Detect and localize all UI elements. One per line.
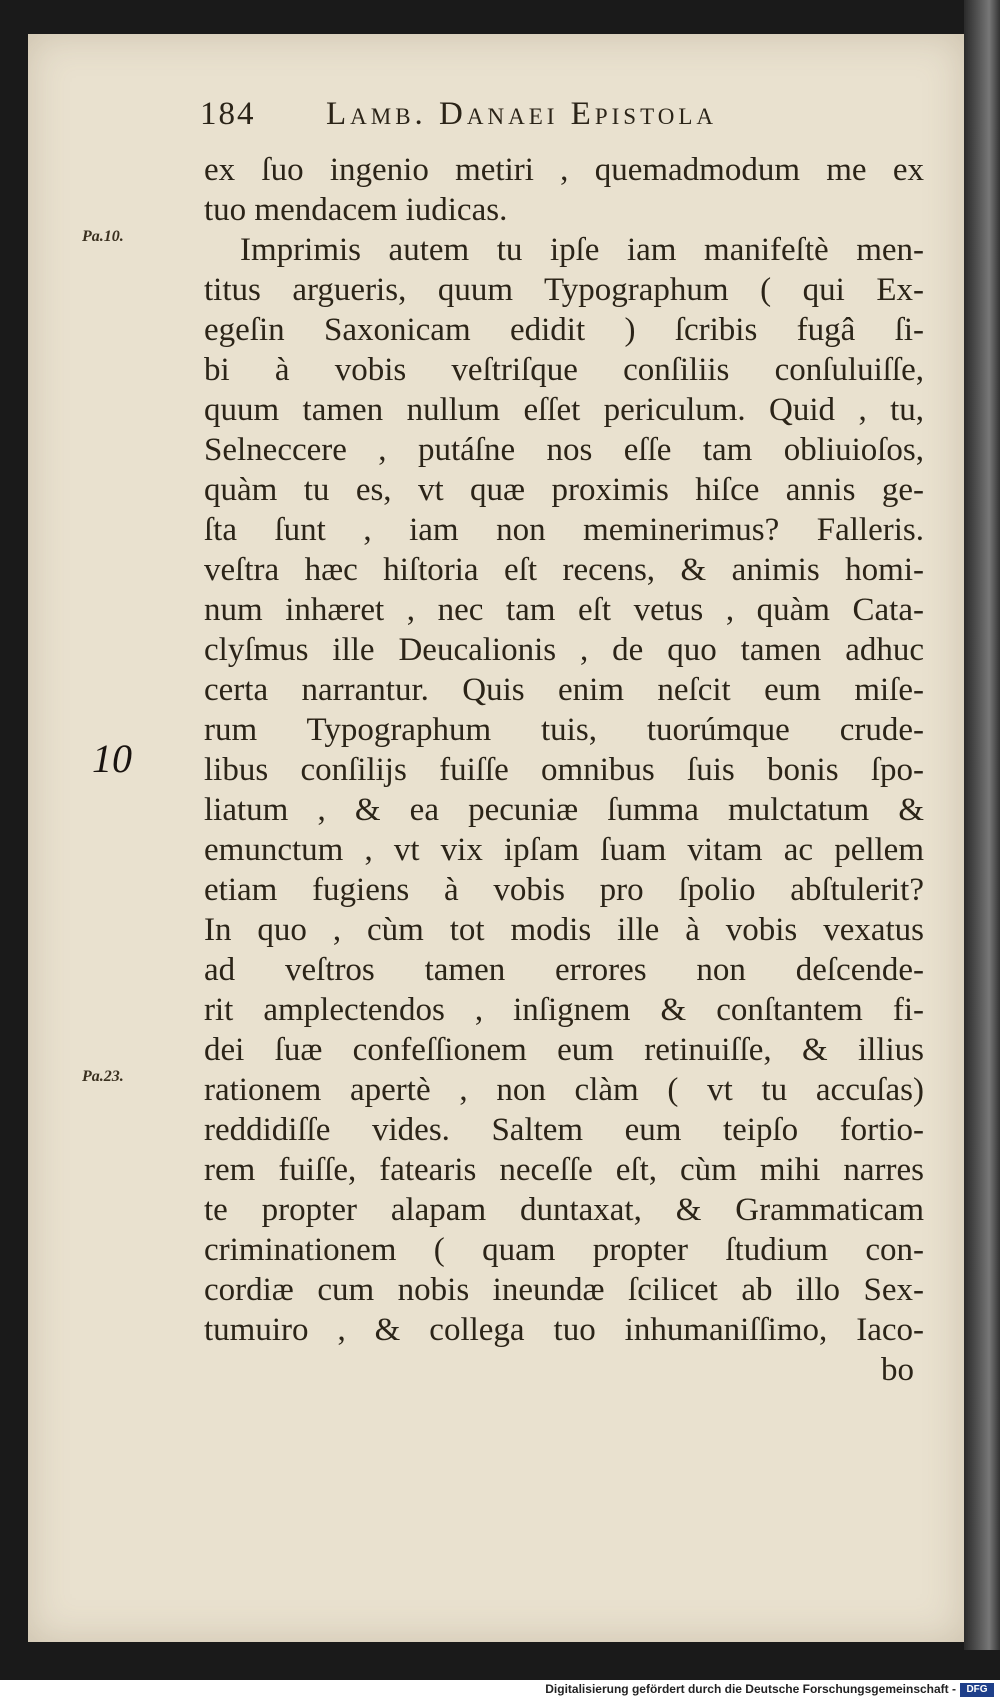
text-line: quàm tu es, vt quæ proximis hiſce annis ge-	[204, 472, 924, 508]
text-line: libus conſilijs fuiſſe omnibus ſuis bonis ſpo-	[204, 752, 924, 788]
text-line: veſtra hæc hiſtoria eſt recens, & animis homi-	[204, 552, 924, 588]
text-line: dei ſuæ confeſſionem eum retinuiſſe, & illius	[204, 1032, 924, 1068]
handwritten-mark: 10	[92, 736, 132, 781]
text-line: quum tamen nullum eſſet periculum. Quid , tu,	[204, 392, 924, 428]
text-line: rum Typographum tuis, tuorúmque crude-	[204, 712, 924, 748]
text-line: ad veſtros tamen errores non deſcende-	[204, 952, 924, 988]
digitization-footer	[0, 1680, 1000, 1700]
margin-note-pa10: Pa.10.	[82, 228, 124, 245]
body-text	[204, 150, 924, 1390]
text-line: tuo mendacem iudicas.	[204, 192, 508, 228]
text-line: num inhæret , nec tam eſt vetus , quàm Cata-	[204, 592, 924, 628]
text-line: cordiæ cum nobis ineundæ ſcilicet ab illo Sex-	[204, 1272, 924, 1308]
text-line: Imprimis autem tu ipſe iam manifeſtè men-	[240, 232, 924, 268]
text-line: rationem apertè , non clàm ( vt tu accuſas)	[204, 1072, 924, 1108]
text-line: bi à vobis veſtriſque conſiliis conſuluiſſe,	[204, 352, 924, 388]
text-line: rit amplectendos , inſignem & conſtantem fi-	[204, 992, 924, 1028]
text-line: reddidiſſe vides. Saltem eum teipſo fortio-	[204, 1112, 924, 1148]
running-title: Lamb. Danaei Epistola	[326, 96, 717, 132]
footer-credit: Digitalisierung gefördert durch die Deutsche Forschungsgemeinschaft -	[545, 1682, 956, 1696]
text-line: ex ſuo ingenio metiri , quemadmodum me ex	[204, 152, 924, 188]
page-edge	[964, 0, 1000, 1650]
text-line: tumuiro , & collega tuo inhumaniſſimo, Iaco-	[204, 1312, 924, 1348]
text-line: ſta ſunt , iam non meminerimus? Falleris.	[204, 512, 924, 548]
text-line: rem fuiſſe, fatearis neceſſe eſt, cùm mihi narres	[204, 1152, 924, 1188]
text-line: egeſin Saxonicam edidit ) ſcribis fugâ ſi-	[204, 312, 924, 348]
text-line: certa narrantur. Quis enim neſcit eum miſe-	[204, 672, 924, 708]
text-line: titus argueris, quum Typographum ( qui Ex-	[204, 272, 924, 308]
catchword: bo	[881, 1352, 914, 1388]
dfg-logo: DFG	[960, 1683, 994, 1697]
margin-note-pa23: Pa.23.	[82, 1068, 124, 1085]
text-line: In quo , cùm tot modis ille à vobis vexatus	[204, 912, 924, 948]
text-line: emunctum , vt vix ipſam ſuam vitam ac pellem	[204, 832, 924, 868]
page-number: 184	[200, 96, 256, 132]
text-line: Selneccere , putáſne nos eſſe tam obliuioſos,	[204, 432, 924, 468]
text-line: criminationem ( quam propter ſtudium con-	[204, 1232, 924, 1268]
text-line: te propter alapam duntaxat, & Grammaticam	[204, 1192, 924, 1228]
running-header	[200, 96, 880, 136]
text-line: liatum , & ea pecuniæ ſumma mulctatum &	[204, 792, 924, 828]
text-line: clyſmus ille Deucalionis , de quo tamen adhuc	[204, 632, 924, 668]
text-line: etiam fugiens à vobis pro ſpolio abſtulerit?	[204, 872, 924, 908]
